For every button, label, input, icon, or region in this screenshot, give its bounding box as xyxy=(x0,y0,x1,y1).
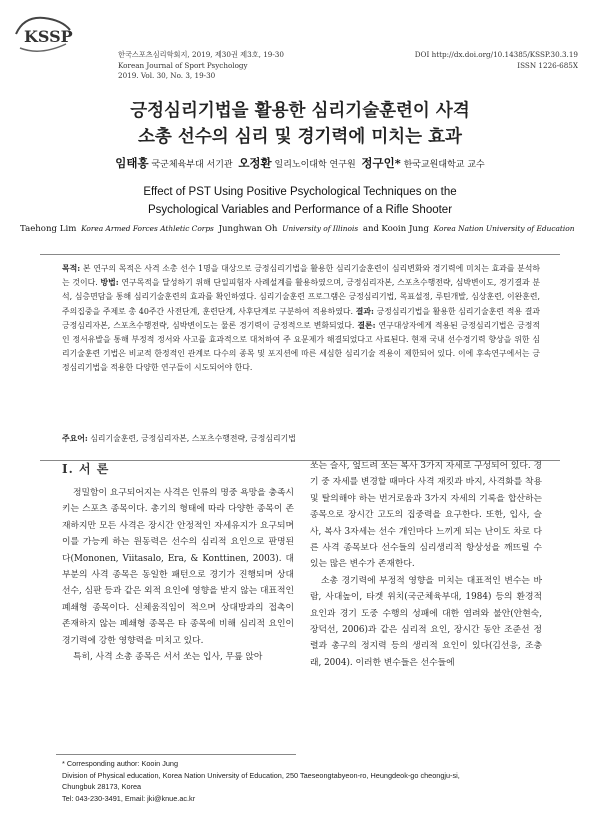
abstract xyxy=(62,262,540,376)
footnote-address: Division of Physical education, Korea Nation University of Education, 250 Taeseongtabyeon-ro, Heungdeok-go cheongju-si, xyxy=(62,770,460,780)
title-ko-line1: 긍정심리기법을 활용한 심리기술훈련이 사격 xyxy=(130,101,470,121)
logo-text: KSSP xyxy=(24,27,73,46)
doi-link[interactable]: DOI http://dx.doi.org/10.14385/KSSP.30.3.19 xyxy=(414,50,578,59)
author1-name: 임태홍 xyxy=(115,156,149,170)
abstract-method-label: 방법: xyxy=(100,278,119,288)
journal-en: Korean Journal of Sport Psychology xyxy=(118,60,248,70)
title-en-line1: Effect of PST Using Positive Psychological Techniques on the xyxy=(143,186,457,198)
author3-aff: 한국교원대학교 교수 xyxy=(403,160,485,170)
journal-vol: 2019. Vol. 30, No. 3, 19-30 xyxy=(118,71,216,80)
and-text: and xyxy=(362,224,380,234)
footnote-contact[interactable]: Tel: 043-230-3491, Email: jki@knue.ac.kr xyxy=(62,793,196,803)
body-paragraph: 정밀함이 요구되어지는 사격은 인류의 명중 욕망을 충족시키는 스포츠 종목이다. 총기의 형태에 따라 다양한 종목이 존재하지만 모든 사격은 장시간 안정적인 자세유지가 요구되며 이를 가능케 하는 원동력은 선수의 심리적 요인으로 판명된다(Mononen, Viitasalo, Era, & Konttinen, 2003). 대부분의 사격 종목은 동일한 패턴으로 경기가 진행되며 상대 선수, 심판 등과 같은 외적 요인에 영향을 받지 않는 대표적인 폐쇄형 종목이다. 신체움직임이 적으며 상대방과의 접촉이 존재하지 않는 폐쇄형 종목은 타 종목에 비해 심리적 요인이 경기력에 강한 영향력을 미치고 있다. xyxy=(62,488,294,646)
author1-en-aff: Korea Armed Forces Athletic Corps xyxy=(81,224,214,233)
keywords-label: 주요어: xyxy=(62,434,88,443)
abstract-result-label: 결과: xyxy=(355,306,374,316)
body-right-column xyxy=(310,458,542,671)
footnote-city: Chungbuk 28173, Korea xyxy=(62,782,142,791)
abstract-purpose: 본 연구의 목적은 사격 소총 선수 1명을 대상으로 긍정심리기법을 활용한 심리기술훈련이 심리변화와 경기력에 미치는 효과를 분석하는 것이다. xyxy=(62,264,540,288)
author2-en: Junghwan Oh xyxy=(218,224,278,234)
author2-aff: 일리노이대학 연구원 xyxy=(274,160,356,170)
body-paragraph: 소총 경기력에 부정적 영향을 미치는 대표적인 변수는 바람, 사대높이, 타겟 위치(국군체육부대, 1984) 등의 환경적 요인과 경기 도중 수행의 성패에 대한 염려와 불안(안현숙, 장덕선, 2006)과 같은 심리적 요인, 장시간 동안 조준선 정렬과 총구의 정지력 등의 생리적 요인이 있다(김선응, 조충래, 2004). 이러한 변수들은 선수들에 xyxy=(310,575,542,668)
keywords-text: 심리기술훈련, 긍정심리자본, 스포츠수행전략, 긍정심리기법 xyxy=(87,434,296,443)
author3-en-aff: Korea Nation University of Education xyxy=(433,224,575,233)
author2-name: 오정환 xyxy=(238,156,272,170)
footnote-corresponding: * Corresponding author: Kooin Jung xyxy=(62,759,179,768)
body-left-column xyxy=(62,485,294,665)
author3-en: Kooin Jung xyxy=(381,224,429,234)
footnote-rule xyxy=(56,754,296,755)
title-ko-line2: 소총 선수의 심리 및 경기력에 미치는 효과 xyxy=(138,127,462,147)
doi-block xyxy=(415,50,578,71)
title-en-line2: Psychological Variables and Performance of a Rifle Shooter xyxy=(147,204,453,216)
author3-name: 정구인* xyxy=(361,156,401,170)
abstract-purpose-label: 목적: xyxy=(62,264,81,273)
author1-en: Taehong Lim xyxy=(20,224,77,234)
abstract-method: 연구목적을 달성하기 위해 단일피험자 사례설계를 활용하였으며, 긍정심리자본, 스포츠수행전략, 심박변이도, 경기결과 분석, 심층면담을 통해 심리기술훈련의 효과를 확인하였다. 심리기술훈련 프로그램은 긍정심리기법, 목표설정, 루틴개발, 심상훈련, 이완훈련, 주의집중을 주제로 총 40주간 사전단계, 훈련단계, 사후단계로 구분하여 적용하였다. xyxy=(62,278,541,316)
footnote xyxy=(62,758,562,804)
journal-ko: 한국스포츠심리학회지, 2019, 제30권 제3호, 19-30 xyxy=(118,50,284,59)
journal-logo xyxy=(14,14,74,58)
author2-en-aff: University of Illinois xyxy=(282,224,359,233)
issn: ISSN 1226-685X xyxy=(517,60,578,70)
authors-en xyxy=(20,224,586,234)
author1-aff: 국군체육부대 서기관 xyxy=(151,160,233,170)
abstract-conclusion-label: 결론: xyxy=(357,320,376,330)
authors-ko xyxy=(0,155,600,171)
journal-info xyxy=(118,50,284,82)
body-paragraph: 쏘는 슬사, 엎드려 쏘는 복사 3가지 자세로 구성되어 있다. 경기 중 자세를 변경할 때마다 사격 재킷과 바지, 사격화를 착용 및 탈의해야 하는 번거로움과 3가지 자세의 기록을 합산하는 종목으로 장시간 고도의 집중력을 요구한다. 또한, 입사, 슬사, 복사 3자세는 선수 개인마다 느끼게 되는 난이도 차로 다른 사격 종목보다 선수들의 심리생리적 항상성을 깨뜨릴 수 있는 많은 변수가 존재한다. xyxy=(310,461,542,570)
abstract-conclusion: 연구대상자에게 적용된 긍정심리기법은 긍정적인 정서유발을 통해 부정적 정서와 사고를 효과적으로 대처하여 주 요문제가 해결되었다고 사료된다. 현재 국내 선수경기력 향상을 위한 심리기술훈련 기법은 비교적 한정적인 관계로 다수의 종목 및 포지션에 따른 세심한 심리기술 적용이 제한되어 있다. 이에 후속연구에서는 긍정심리기법을 적용한 다양한 연구들이 시도되어야 한다. xyxy=(62,320,541,373)
keywords xyxy=(62,433,540,444)
abstract-result: 긍정심리기법을 활용한 심리기술훈련 적용 결과 긍정심리자본, 스포츠수행전략, 심박변이도는 물론 경기력이 긍정적으로 변화되었다. xyxy=(62,306,540,330)
body-paragraph: 특히, 사격 소총 종목은 서서 쏘는 입사, 무릎 앉아 xyxy=(73,652,263,663)
section-heading: Ⅰ. 서 론 xyxy=(62,462,110,476)
